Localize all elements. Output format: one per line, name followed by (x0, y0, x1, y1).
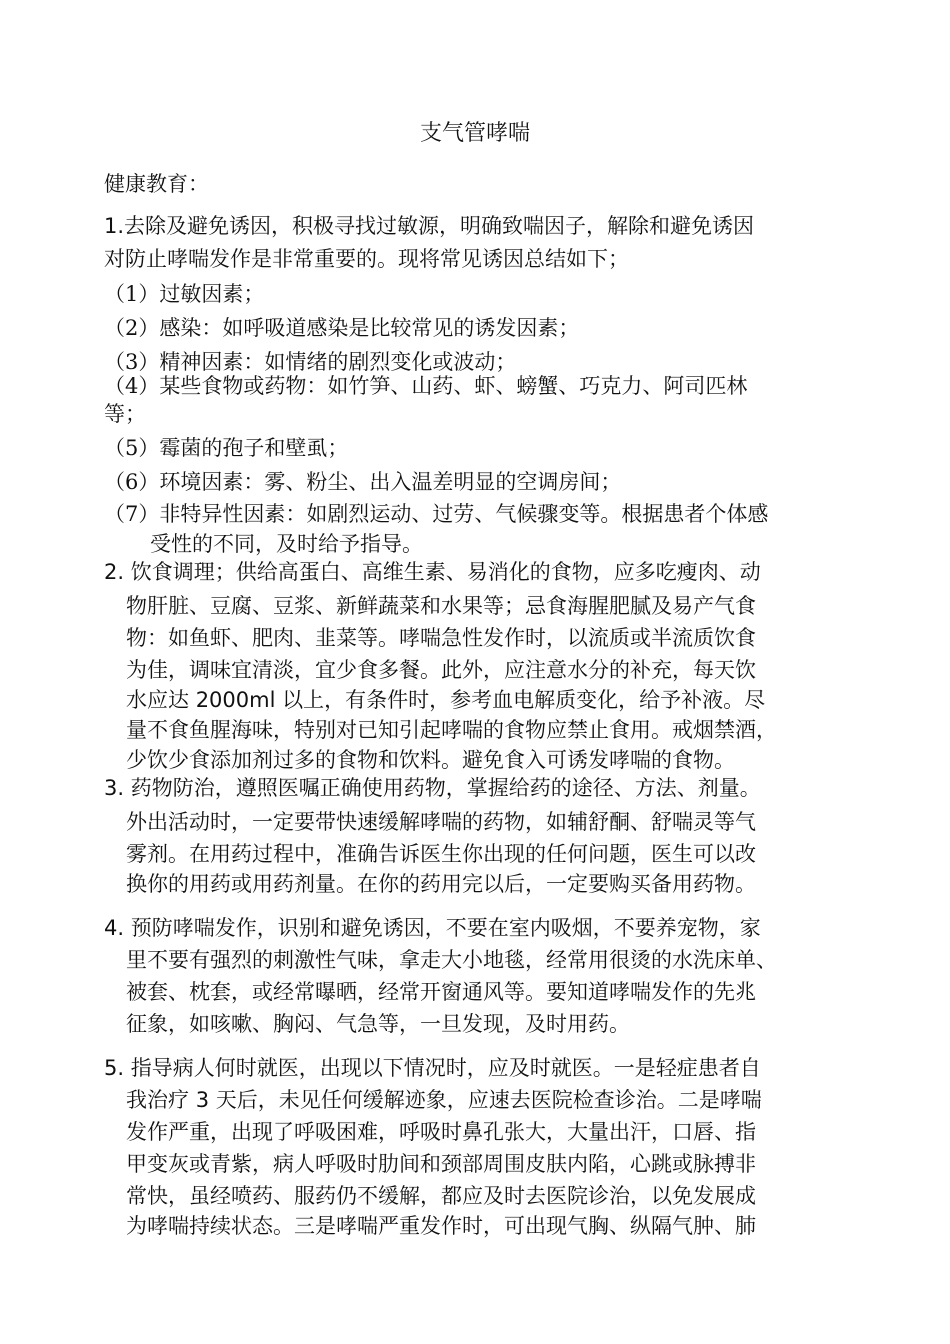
section-2-line-3: 物：如鱼虾、肥肉、韭菜等。哮喘急性发作时，以流质或半流质饮食 (126, 626, 756, 650)
section-2-number: 2. (104, 560, 125, 584)
section-1-item-7: （7）非特异性因素：如剧烈运动、过劳、气候骤变等。根据患者个体感 (104, 502, 769, 526)
section-5-number: 5. (104, 1056, 125, 1080)
water-amount: 2000ml (195, 688, 276, 712)
health-education-heading: 健康教育： (104, 172, 209, 196)
section-3-line-2: 外出活动时，一定要带快速缓解哮喘的药物，如辅舒酮、舒喘灵等气 (126, 810, 756, 834)
section-2-line-5: 水应达 2000ml 以上，有条件时，参考血电解质变化，给予补液。尽 (126, 688, 766, 712)
days-count: 3 (195, 1088, 210, 1112)
section-1-line-2: 对防止哮喘发作是非常重要的。现将常见诱因总结如下； (104, 247, 629, 271)
section-1-item-3: （3）精神因素：如情绪的剧烈变化或波动； (104, 350, 517, 374)
document-title: 支气管哮喘 (419, 121, 530, 146)
section-1-line-1: 1.去除及避免诱因，积极寻找过敏源，明确致喘因子，解除和避免诱因 (104, 214, 755, 238)
section-1-item-4-cont: 等； (104, 402, 146, 426)
section-5-line-1: 5. 指导病人何时就医，出现以下情况时，应及时就医。一是轻症患者自 (104, 1056, 761, 1080)
section-5-line-5: 常快，虽经喷药、服药仍不缓解，都应及时去医院诊治，以免发展成 (126, 1184, 756, 1208)
section-4-line-1: 4. 预防哮喘发作，识别和避免诱因，不要在室内吸烟，不要养宠物，家 (104, 916, 761, 940)
section-3-number: 3. (104, 776, 125, 800)
section-3-line-4: 换你的用药或用药剂量。在你的药用完以后，一定要购买备用药物。 (126, 872, 756, 896)
section-2-line-7: 少饮少食添加剂过多的食物和饮料。避免食入可诱发哮喘的食物。 (126, 748, 735, 772)
section-1-item-5: （5）霉菌的孢子和壁虱； (104, 436, 349, 460)
section-1-item-4: （4）某些食物或药物：如竹笋、山药、虾、螃蟹、巧克力、阿司匹林 (104, 374, 748, 398)
section-2-line-6: 量不食鱼腥海味，特别对已知引起哮喘的食物应禁止食用。戒烟禁酒， (126, 718, 777, 742)
section-3-line-1: 3. 药物防治，遵照医嘱正确使用药物，掌握给药的途径、方法、剂量。 (104, 776, 761, 800)
section-1-item-2: （2）感染：如呼吸道感染是比较常见的诱发因素； (104, 316, 580, 340)
section-4-line-4: 征象，如咳嗽、胸闷、气急等，一旦发现，及时用药。 (126, 1012, 630, 1036)
section-1-item-7-cont: 受性的不同，及时给予指导。 (150, 532, 423, 556)
section-4-number: 4. (104, 916, 125, 940)
section-1-item-1: （1）过敏因素； (104, 282, 265, 306)
section-1-item-6: （6）环境因素：雾、粉尘、出入温差明显的空调房间； (104, 470, 622, 494)
section-4-line-3: 被套、枕套，或经常曝晒，经常开窗通风等。要知道哮喘发作的先兆 (126, 980, 756, 1004)
section-5-line-6: 为哮喘持续状态。三是哮喘严重发作时，可出现气胸、纵隔气肿、肺 (126, 1214, 756, 1238)
section-2-line-2: 物肝脏、豆腐、豆浆、新鲜蔬菜和水果等；忌食海腥肥腻及易产气食 (126, 594, 756, 618)
section-5-line-3: 发作严重，出现了呼吸困难，呼吸时鼻孔张大，大量出汗，口唇、指 (126, 1120, 756, 1144)
section-1-number: 1. (104, 214, 125, 238)
section-5-line-2: 我治疗 3 天后，未见任何缓解迹象，应速去医院检查诊治。二是哮喘 (126, 1088, 762, 1112)
section-4-line-2: 里不要有强烈的刺激性气味，拿走大小地毯，经常用很烫的水洗床单、 (126, 948, 777, 972)
section-2-line-1: 2. 饮食调理；供给高蛋白、高维生素、易消化的食物，应多吃瘦肉、动 (104, 560, 761, 584)
section-5-line-4: 甲变灰或青紫，病人呼吸时肋间和颈部周围皮肤内陷，心跳或脉搏非 (126, 1152, 756, 1176)
section-3-line-3: 雾剂。在用药过程中，准确告诉医生你出现的任何问题，医生可以改 (126, 842, 756, 866)
section-2-line-4: 为佳，调味宜清淡，宜少食多餐。此外，应注意水分的补充，每天饮 (126, 658, 756, 682)
